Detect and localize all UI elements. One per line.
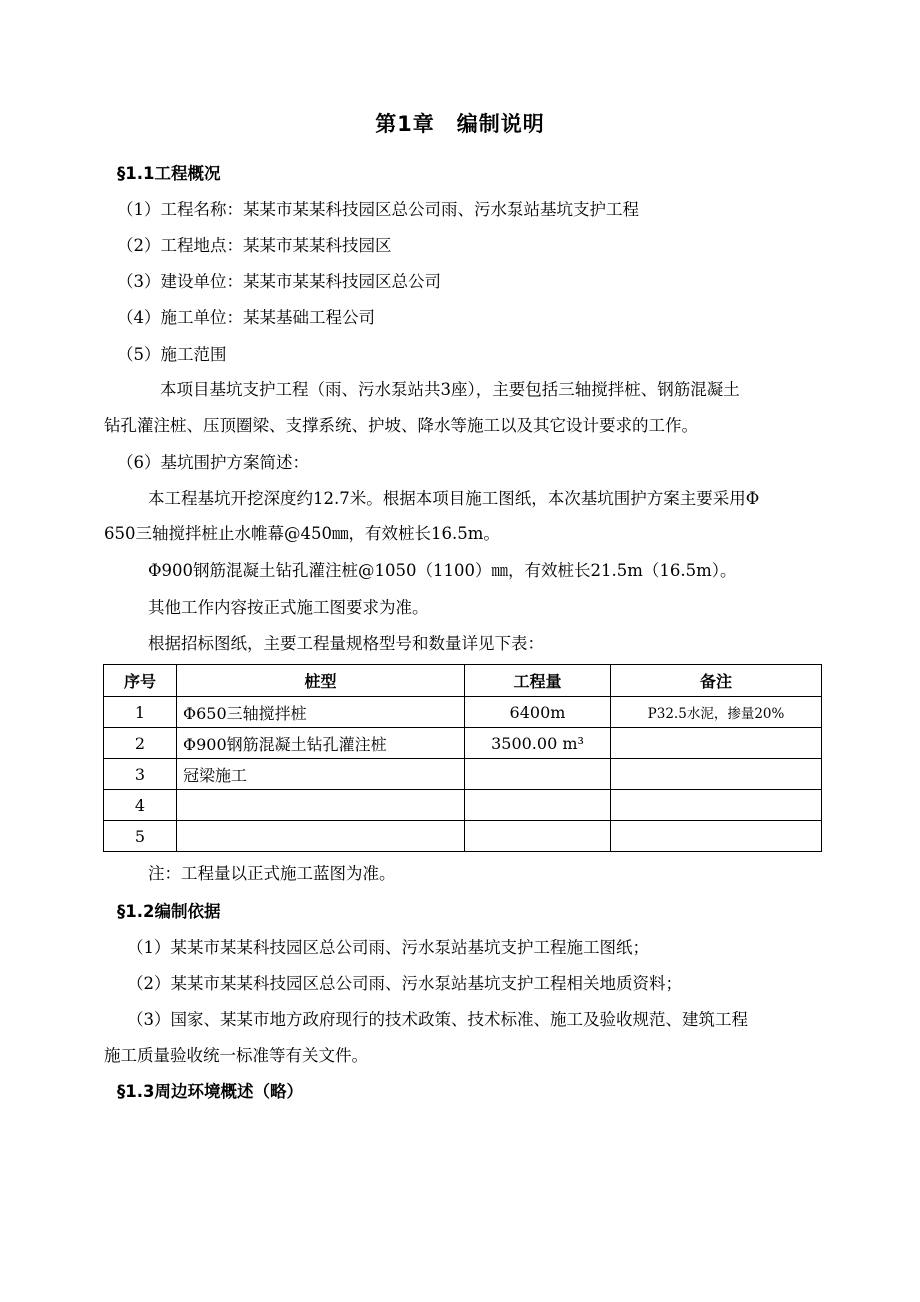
plan-paragraph-line-2: 650三轴搅拌桩止水帷幕@450㎜，有效桩长16.5m。 (104, 524, 500, 543)
basis-item-3-line-2: 施工质量验收统一标准等有关文件。 (104, 1046, 368, 1065)
cell-remark (611, 728, 822, 759)
cell-quantity: 3500.00 m³ (465, 728, 611, 759)
table-row (104, 790, 822, 821)
table-row (104, 728, 822, 759)
overview-item-4: （4）施工单位：某某基础工程公司 (117, 308, 375, 327)
section-heading-1-3: §1.3周边环境概述（略） (117, 1082, 303, 1101)
cell-seq: 4 (104, 790, 177, 821)
section-heading-1-1: §1.1工程概况 (117, 164, 221, 183)
basis-item-1: （1）某某市某某科技园区总公司雨、污水泵站基坑支护工程施工图纸； (127, 938, 649, 957)
cell-remark (611, 821, 822, 852)
cell-quantity (465, 821, 611, 852)
pile-paragraph: Φ900钢筋混凝土钻孔灌注桩@1050（1100）㎜，有效桩长21.5m（16.5m）。 (148, 561, 737, 580)
table-row (104, 697, 822, 728)
basis-item-2: （2）某某市某某科技园区总公司雨、污水泵站基坑支护工程相关地质资料； (127, 974, 682, 993)
chapter-title: 第1章 编制说明 (375, 112, 545, 136)
cell-quantity: 6400m (465, 697, 611, 728)
overview-item-3: （3）建设单位：某某市某某科技园区总公司 (117, 272, 441, 291)
table-note: 注：工程量以正式施工蓝图为准。 (148, 864, 396, 883)
quantity-table (103, 664, 822, 852)
plan-paragraph-line-1: 本工程基坑开挖深度约12.7米。根据本项目施工图纸，本次基坑围护方案主要采用Φ (148, 489, 760, 508)
cell-seq: 5 (104, 821, 177, 852)
header-remark: 备注 (611, 665, 822, 697)
cell-pile-type: Φ900钢筋混凝土钻孔灌注桩 (177, 728, 465, 759)
quantity-intro-paragraph: 根据招标图纸，主要工程量规格型号和数量详见下表： (148, 634, 544, 653)
cell-seq: 1 (104, 697, 177, 728)
other-work-paragraph: 其他工作内容按正式施工图要求为准。 (148, 598, 429, 617)
header-quantity: 工程量 (465, 665, 611, 697)
header-pile-type: 桩型 (177, 665, 465, 697)
cell-pile-type: 冠梁施工 (177, 759, 465, 790)
cell-remark (611, 790, 822, 821)
cell-pile-type (177, 790, 465, 821)
overview-item-5: （5）施工范围 (117, 345, 227, 364)
scope-paragraph-line-2: 钻孔灌注桩、压顶圈梁、支撑系统、护坡、降水等施工以及其它设计要求的工作。 (104, 416, 698, 435)
cell-seq: 2 (104, 728, 177, 759)
cell-quantity (465, 790, 611, 821)
scope-paragraph-line-1: 本项目基坑支护工程（雨、污水泵站共3座），主要包括三轴搅拌桩、钢筋混凝土 (160, 380, 740, 399)
overview-item-1: （1）工程名称：某某市某某科技园区总公司雨、污水泵站基坑支护工程 (117, 200, 639, 219)
cell-seq: 3 (104, 759, 177, 790)
cell-remark: P32.5水泥，掺量20% (611, 697, 822, 728)
overview-item-6: （6）基坑围护方案简述： (117, 453, 309, 472)
overview-item-2: （2）工程地点：某某市某某科技园区 (117, 236, 392, 255)
table-row (104, 821, 822, 852)
cell-pile-type (177, 821, 465, 852)
table-header-row (104, 665, 822, 697)
cell-pile-type: Φ650三轴搅拌桩 (177, 697, 465, 728)
header-seq: 序号 (104, 665, 177, 697)
cell-quantity (465, 759, 611, 790)
table-row (104, 759, 822, 790)
basis-item-3-line-1: （3）国家、某某市地方政府现行的技术政策、技术标准、施工及验收规范、建筑工程 (127, 1010, 748, 1029)
section-heading-1-2: §1.2编制依据 (117, 902, 221, 921)
cell-remark (611, 759, 822, 790)
